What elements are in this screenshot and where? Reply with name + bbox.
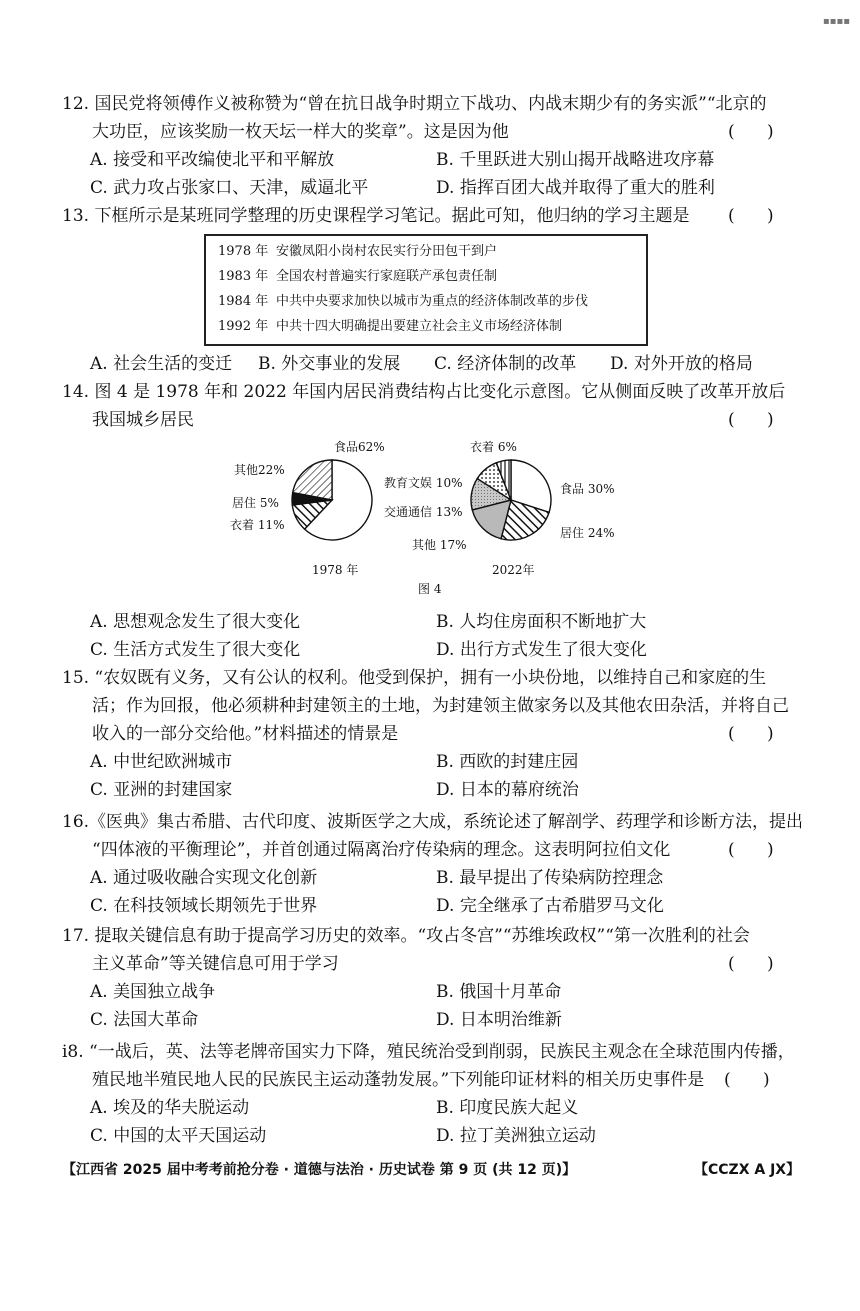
- q13-option-a: A. 社会生活的变迁: [90, 354, 233, 374]
- corner-mark: ▪▪▪▪: [822, 16, 850, 27]
- q14-option-d: D. 出行方式发生了很大变化: [436, 640, 647, 660]
- q16-answer-paren: ( ): [728, 840, 774, 860]
- q14-answer-paren: ( ): [728, 410, 774, 430]
- q15-option-d: D. 日本的幕府统治: [436, 780, 579, 800]
- q13-answer-paren: ( ): [728, 206, 774, 226]
- q15-option-a: A. 中世纪欧洲城市: [90, 752, 233, 772]
- q15-stem-line3: 收入的一部分交给他。”材料描述的情景是: [92, 724, 399, 744]
- q18-option-a: A. 埃及的华夫脱运动: [90, 1098, 250, 1118]
- q18-stem-line2: 殖民地半殖民地人民的民族民主运动蓬勃发展。”下列能印证材料的相关历史事件是: [92, 1070, 705, 1090]
- note-year: 1983 年: [218, 269, 269, 284]
- q14-option-a: A. 思想观念发生了很大变化: [90, 612, 301, 632]
- q12-option-d: D. 指挥百团大战并取得了重大的胜利: [436, 178, 715, 198]
- q18-option-d: D. 拉丁美洲独立运动: [436, 1126, 596, 1146]
- note-year: 1992 年: [218, 319, 269, 334]
- note-text: 安徽凤阳小岗村农民实行分田包干到户: [276, 244, 498, 259]
- q15-stem-line1: 15. “农奴既有义务，又有公认的权利。他受到保护，拥有一小块份地，以维持自己和家庭的生: [62, 668, 767, 688]
- q12-answer-paren: ( ): [728, 122, 774, 142]
- q13-option-b: B. 外交事业的发展: [258, 354, 401, 374]
- note-text: 中共中央要求加快以城市为重点的经济体制改革的步伐: [276, 294, 589, 309]
- pie-2022: [471, 460, 551, 540]
- pie-2022-label-other: 其他 17%: [412, 538, 467, 552]
- q16-option-a: A. 通过吸收融合实现文化创新: [90, 868, 318, 888]
- q18-answer-paren: ( ): [724, 1070, 770, 1090]
- q12-option-a: A. 接受和平改编使北平和平解放: [90, 150, 335, 170]
- q15-answer-paren: ( ): [728, 724, 774, 744]
- q12-stem-line1: 12. 国民党将领傅作义被称赞为“曾在抗日战争时期立下战功、内战末期少有的务实派”“北京的: [62, 94, 767, 114]
- pie-2022-label-education: 教育文娱 10%: [384, 476, 463, 490]
- pie-1978-label-food: 食品62%: [334, 440, 385, 454]
- q14-option-b: B. 人均住房面积不断地扩大: [436, 612, 647, 632]
- page-footer-info: 【江西省 2025 届中考考前抢分卷 · 道德与法治 · 历史试卷 第 9 页 (共 12 页)】: [62, 1162, 577, 1178]
- q12-option-c: C. 武力攻占张家口、天津，威逼北平: [90, 178, 369, 198]
- q17-answer-paren: ( ): [728, 954, 774, 974]
- q16-option-d: D. 完全继承了古希腊罗马文化: [436, 896, 664, 916]
- q12-option-b: B. 千里跃进大别山揭开战略进攻序幕: [436, 150, 715, 170]
- page-footer-code: 【CCZX A JX】: [694, 1162, 801, 1178]
- q14-stem-line1: 14. 图 4 是 1978 年和 2022 年国内居民消费结构占比变化示意图。它从侧面反映了改革开放后: [62, 382, 786, 402]
- q13-stem-line1: 13. 下框所示是某班同学整理的历史课程学习笔记。据此可知，他归纳的学习主题是: [62, 206, 690, 226]
- consumption-pie-charts: [0, 0, 860, 620]
- pie-2022-label-food: 食品 30%: [560, 482, 615, 496]
- pie-2022-label-transport: 交通通信 13%: [384, 505, 463, 519]
- q13-option-c: C. 经济体制的改革: [434, 354, 577, 374]
- q14-stem-line2: 我国城乡居民: [92, 410, 194, 430]
- q16-option-b: B. 最早提出了传染病防控理念: [436, 868, 664, 888]
- q16-stem-line2: “四体液的平衡理论”，并首创通过隔离治疗传染病的理念。这表明阿拉伯文化: [92, 840, 671, 860]
- note-year: 1978 年: [218, 244, 269, 259]
- pie-1978: [292, 460, 372, 540]
- figure-caption: 图 4: [418, 582, 442, 596]
- q17-option-d: D. 日本明治维新: [436, 1010, 562, 1030]
- q15-stem-line2: 活；作为回报，他必须耕种封建领主的土地，为封建领主做家务以及其他农田杂活，并将自己: [92, 696, 789, 716]
- q17-option-b: B. 俄国十月革命: [436, 982, 562, 1002]
- q12-stem-line2: 大功臣，应该奖励一枚天坛一样大的奖章”。这是因为他: [92, 122, 509, 142]
- q17-stem-line1: 17. 提取关键信息有助于提高学习历史的效率。“攻占冬宫”“苏维埃政权”“第一次胜利的社会: [62, 926, 750, 946]
- q16-option-c: C. 在科技领域长期领先于世界: [90, 896, 318, 916]
- q17-stem-line2: 主义革命”等关键信息可用于学习: [92, 954, 339, 974]
- q15-option-c: C. 亚洲的封建国家: [90, 780, 233, 800]
- pie-1978-label-other: 其他22%: [234, 463, 285, 477]
- note-text: 中共十四大明确提出要建立社会主义市场经济体制: [276, 319, 563, 334]
- pie-2022-title: 2022年: [492, 563, 535, 577]
- q18-option-b: B. 印度民族大起义: [436, 1098, 579, 1118]
- q14-option-c: C. 生活方式发生了很大变化: [90, 640, 301, 660]
- q17-option-a: A. 美国独立战争: [90, 982, 216, 1002]
- pie-slice-1978-3: [293, 460, 332, 500]
- q13-option-d: D. 对外开放的格局: [610, 354, 753, 374]
- note-text: 全国农村普遍实行家庭联产承包责任制: [276, 269, 498, 284]
- q18-option-c: C. 中国的太平天国运动: [90, 1126, 267, 1146]
- q16-stem-line1: 16.《医典》集古希腊、古代印度、波斯医学之大成，系统论述了解剖学、药理学和诊断方法，提出: [62, 812, 804, 832]
- q17-option-c: C. 法国大革命: [90, 1010, 199, 1030]
- pie-1978-label-clothing: 衣着 11%: [230, 518, 285, 532]
- q18-stem-line1: i8. “一战后，英、法等老牌帝国实力下降，殖民统治受到削弱，民族民主观念在全球范围内传播，: [62, 1042, 795, 1062]
- pie-2022-label-housing: 居住 24%: [560, 526, 615, 540]
- pie-2022-label-clothing: 衣着 6%: [470, 440, 517, 454]
- q15-option-b: B. 西欧的封建庄园: [436, 752, 579, 772]
- pie-1978-title: 1978 年: [312, 563, 359, 577]
- note-year: 1984 年: [218, 294, 269, 309]
- pie-1978-label-housing: 居住 5%: [232, 496, 279, 510]
